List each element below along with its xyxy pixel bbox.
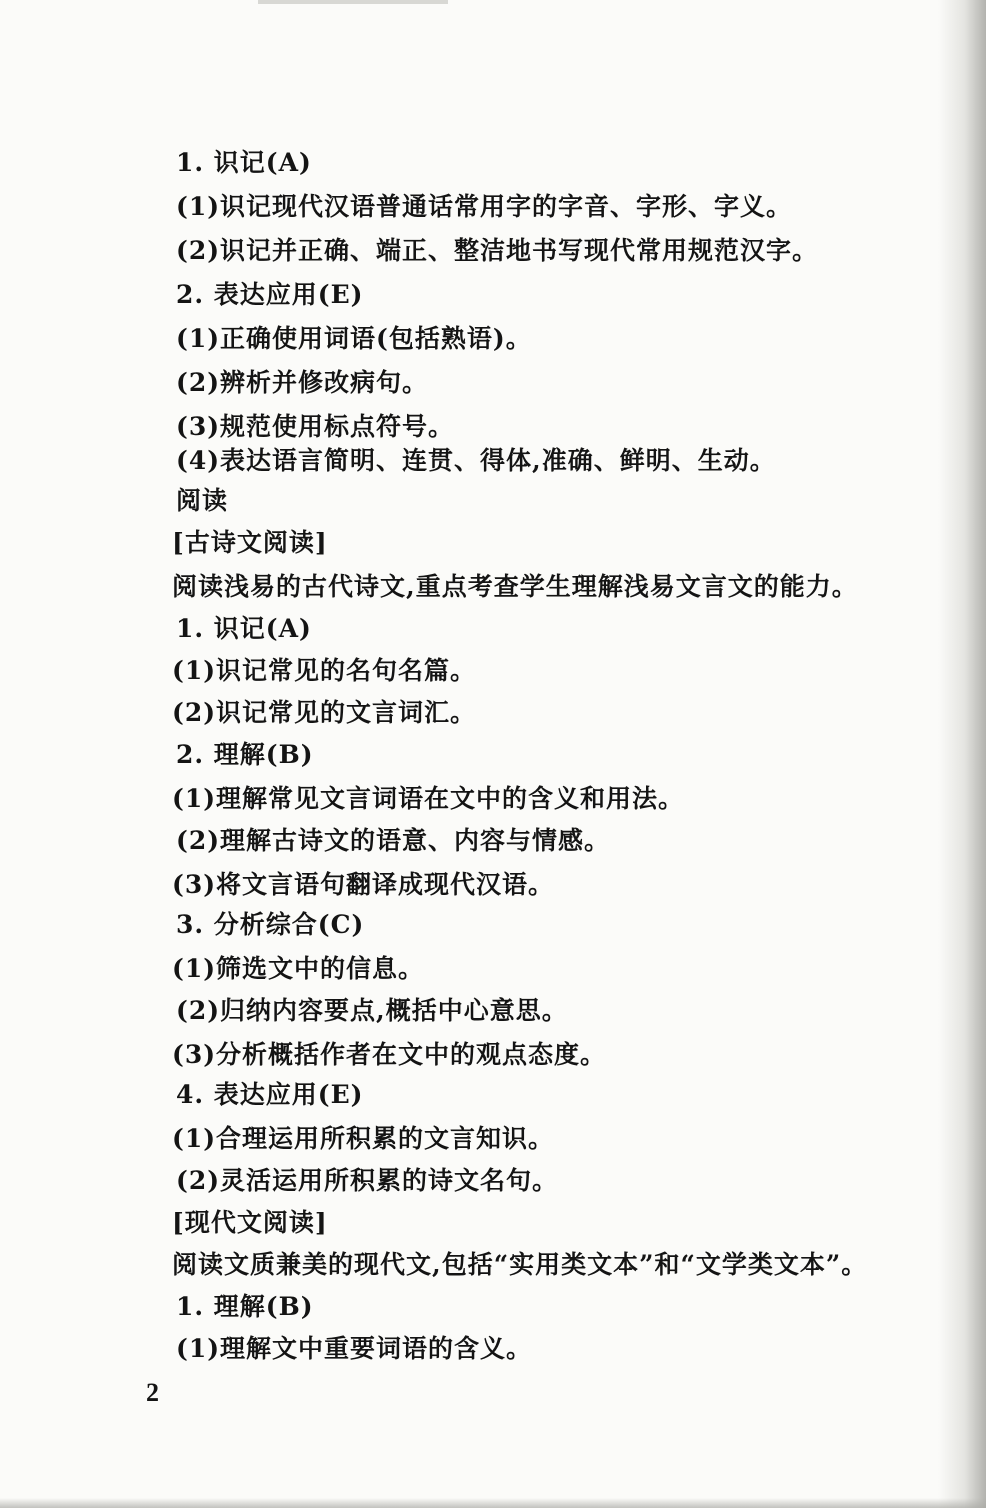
text-line: (3)将文言语句翻译成现代汉语。 xyxy=(172,870,555,899)
text-line: (1)正确使用词语(包括熟语)。 xyxy=(176,324,532,353)
text-line: (2)识记并正确、端正、整洁地书写现代常用规范汉字。 xyxy=(176,236,819,265)
text-line: (2)识记常见的文言词汇。 xyxy=(172,698,477,727)
text-line: (1)识记常见的名句名篇。 xyxy=(172,656,477,685)
text-line: (2)灵活运用所积累的诗文名句。 xyxy=(176,1166,559,1195)
subsection-title-modern: [现代文阅读] xyxy=(172,1208,328,1237)
page-number: 2 xyxy=(146,1378,159,1407)
heading-biaoda: 2. 表达应用(E) xyxy=(176,280,364,309)
text-line: 阅读文质兼美的现代文,包括“实用类文本”和“文学类文本”。 xyxy=(172,1250,868,1279)
text-line: (2)理解古诗文的语意、内容与情感。 xyxy=(176,826,611,855)
heading-biaoda: 4. 表达应用(E) xyxy=(176,1080,364,1109)
scan-edge-shadow xyxy=(938,0,986,1508)
text-line: (1)筛选文中的信息。 xyxy=(172,954,425,983)
text-line: (3)规范使用标点符号。 xyxy=(176,412,455,441)
text-line: (1)合理运用所积累的文言知识。 xyxy=(172,1124,555,1153)
text-line: (1)识记现代汉语普通话常用字的字音、字形、字义。 xyxy=(176,192,793,221)
heading-shiji: 1. 识记(A) xyxy=(176,614,312,643)
heading-fenxi: 3. 分析综合(C) xyxy=(176,910,365,939)
text-line: (2)归纳内容要点,概括中心意思。 xyxy=(176,996,568,1025)
text-line: 阅读浅易的古代诗文,重点考查学生理解浅易文言文的能力。 xyxy=(172,572,858,601)
heading-lijie: 1. 理解(B) xyxy=(176,1292,314,1321)
heading-shiji: 1. 识记(A) xyxy=(176,148,312,177)
text-line: (2)辨析并修改病句。 xyxy=(176,368,429,397)
text-line: (1)理解文中重要词语的含义。 xyxy=(176,1334,533,1363)
subsection-title-classical: [古诗文阅读] xyxy=(172,528,328,557)
section-title-reading: 阅读 xyxy=(176,486,229,515)
scan-artifact xyxy=(258,0,448,4)
heading-lijie: 2. 理解(B) xyxy=(176,740,314,769)
text-line: (4)表达语言简明、连贯、得体,准确、鲜明、生动。 xyxy=(176,446,776,475)
text-line: (1)理解常见文言词语在文中的含义和用法。 xyxy=(172,784,685,813)
scan-bottom-shadow xyxy=(0,1498,986,1508)
text-line: (3)分析概括作者在文中的观点态度。 xyxy=(172,1040,607,1069)
